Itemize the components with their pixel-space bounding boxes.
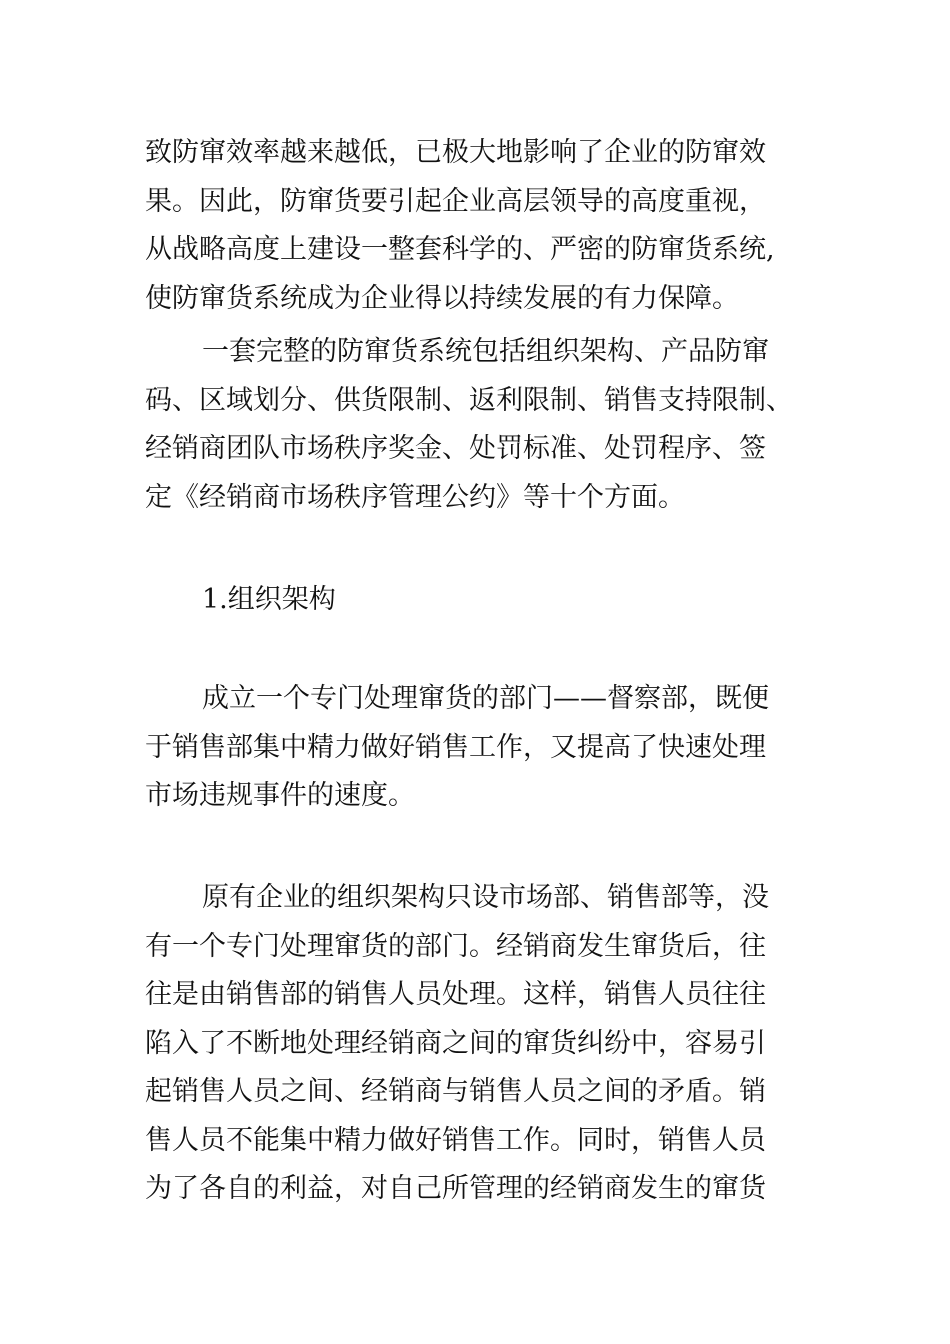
text-line: 市场违规事件的速度。	[145, 780, 415, 811]
text-line: 起销售人员之间、经销商与销售人员之间的矛盾。销	[145, 1076, 766, 1107]
section-heading-text: 1.组织架构	[202, 584, 336, 615]
text-line: 售人员不能集中精力做好销售工作。同时，销售人员	[145, 1124, 766, 1156]
text-line: 果。因此，防窜货要引起企业高层领导的高度重视，	[145, 185, 766, 217]
text-line: 码、区域划分、供货限制、返利限制、销售支持限制、	[145, 384, 793, 416]
text-line: 从战略高度上建设一整套科学的、严密的防窜货系统,	[145, 234, 775, 265]
paragraph-1	[145, 675, 815, 821]
text-line: 往是由销售部的销售人员处理。这样，销售人员往往	[145, 979, 766, 1010]
paragraph-2	[145, 874, 815, 1214]
text-line: 经销商团队市场秩序奖金、处罚标准、处罚程序、签	[145, 433, 766, 464]
text-line: 成立一个专门处理窜货的部门——督察部，既便	[202, 683, 769, 714]
text-line: 有一个专门处理窜货的部门。经销商发生窜货后，往	[145, 930, 766, 962]
text-line: 一套完整的防窜货系统包括组织架构、产品防窜	[202, 336, 769, 367]
overview-paragraph	[145, 328, 815, 522]
text-line: 陷入了不断地处理经销商之间的窜货纠纷中，容易引	[145, 1027, 766, 1059]
text-line: 原有企业的组织架构只设市场部、销售部等，没	[202, 882, 769, 913]
text-line: 定《经销商市场秩序管理公约》等十个方面。	[145, 481, 685, 513]
section-heading	[145, 576, 815, 625]
text-line: 使防窜货系统成为企业得以持续发展的有力保障。	[145, 282, 739, 314]
text-line: 于销售部集中精力做好销售工作，又提高了快速处理	[145, 731, 766, 763]
text-line: 为了各自的利益，对自己所管理的经销商发生的窜货	[145, 1173, 766, 1204]
intro-paragraph	[145, 129, 815, 323]
text-line: 致防窜效率越来越低，已极大地影响了企业的防窜效	[145, 137, 766, 168]
